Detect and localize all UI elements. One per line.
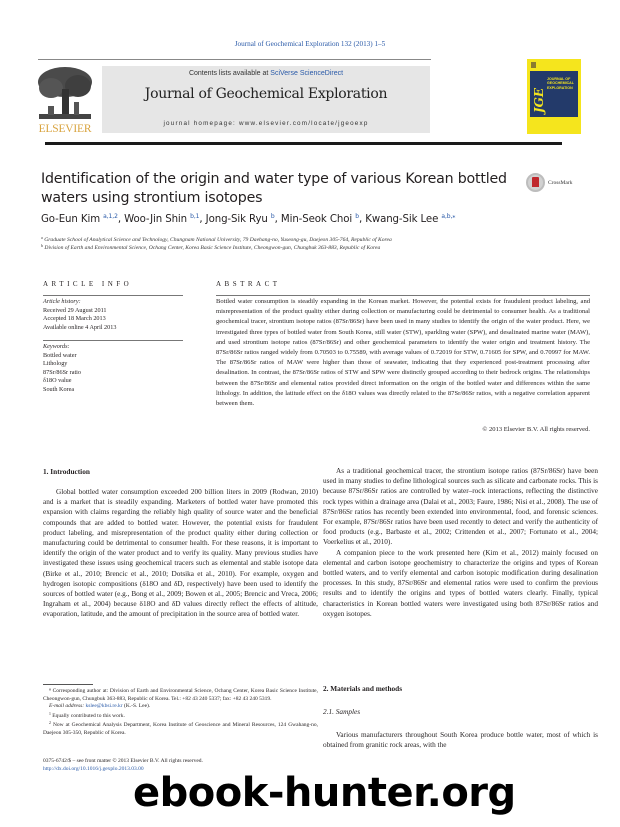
samples-paragraph: Various manufacturers throughout South Korea produce bottle water, most of which is obtained from granitic rock areas, with the xyxy=(323,731,598,750)
intro-paragraph-2: As a traditional geochemical tracer, the strontium isotope ratios (87Sr/86Sr) have been used in many studies to define lithological sources such as silicate and carbonate rocks. This is because 87Sr/86Sr ratios are controlled by water–rock interactions, reflecting the distinctive rock types within a drainage area (Dalai et al., 2003; Faure, 1986; Nisi et al., 2008). The use of 87Sr/86Sr ratios has recently been extended into environmental, food, and forensic sciences. For example, 87Sr/86Sr ratios have been used recently to detect and verify the authenticity of food products (e.g., Barbaste et al., 2002; Crittenden et al., 2007; Fortunato et al., 2004; Voerkelius et al., 2010). xyxy=(323,467,598,547)
journal-homepage xyxy=(102,120,430,127)
keyword: 87Sr/86Sr ratio xyxy=(43,368,81,376)
running-head[interactable]: Journal of Geochemical Exploration 132 (2013) 1–5 xyxy=(234,40,386,48)
section-1-heading: 1. Introduction xyxy=(43,467,90,476)
keyword: Lithology xyxy=(43,360,68,368)
homepage-prefix: journal homepage: xyxy=(163,120,239,127)
keyword: δ18O value xyxy=(43,377,72,385)
crossmark-icon xyxy=(526,173,545,192)
abstract-rule xyxy=(216,295,590,296)
section-2-1-heading: 2.1. Samples xyxy=(323,707,361,716)
footnote-1: $^1$ Equally contributed to this work. xyxy=(49,711,125,719)
keyword: South Korea xyxy=(43,385,75,393)
homepage-link[interactable]: www.elsevier.com/locate/jgeoexp xyxy=(238,120,369,127)
elsevier-wordmark: ELSEVIER xyxy=(38,123,92,135)
author-affil-marks[interactable]: b,1 xyxy=(190,213,200,220)
header-top-rule xyxy=(38,59,431,60)
author-affil-marks[interactable]: b xyxy=(355,213,359,220)
keywords: Keywords: Bottled water Lithology 87Sr/86Sr ratio δ18O value South Korea xyxy=(43,343,193,395)
section-2-heading: 2. Materials and methods xyxy=(323,684,403,693)
cover-publisher-icon xyxy=(531,62,536,68)
author-affil-marks[interactable]: b xyxy=(270,213,275,220)
corresponding-author-note: ⁎ Corresponding author at: Division of Earth and Environmental Science, Ochang Center, Korea Basic Science Institute, Cheongwon-gun, Chungbuk 363-883, Republic of Korea. Tel.: +82 43 240 5337; fax: +82 43 240 5319. xyxy=(43,687,319,702)
header-bottom-rule xyxy=(45,142,562,145)
author[interactable]: Min-Seok Choi xyxy=(280,214,353,225)
intro-paragraph-1: Global bottled water consumption exceeded 200 billion liters in 2009 (Rodwan, 2010) and is a market that is steadily expanding. Marketers of bottled water have promoted this expansion with claims regarding the reliably high quality of source water and the beneficial compounds that are added to bottled water. However, the potential exists for fraudulent product labeling, and misrepresentation of the product quality either during collection or manufacturing could be detrimental to consumer health. For these reasons, it is important to identify the origin of the water product and to verify its quality. Many previous studies have investigated these issues using geochemical tracers such as elemental and stable isotope data (Birke et al., 2010; Brencic et al., 2010; Dotsika et al., 2010). For example, oxygen and hydrogen isotopic compositions (δ18O and δD, respectively) have been used to identify the sources of bottled water (e.g., Bong et al., 2009; Bowen et al., 2005; Brencic and Vreca, 2006; Ingraham et al., 2004) because δ18O and δD values directly reflect the effects of altitude, evaporation, latitude, and the amount of precipitation in the source area of bottled water. xyxy=(43,488,318,619)
received-date: Received 29 August 2011 xyxy=(43,306,107,314)
email-link[interactable]: kslee@kbsi.re.kr xyxy=(85,703,123,710)
keywords-rule xyxy=(43,340,183,341)
article-title: Identification of the origin and water type of various Korean bottled waters using strontium isotopes xyxy=(41,171,507,206)
article-info-heading: ARTICLE INFO xyxy=(43,280,133,288)
crossmark-label: CrossMark xyxy=(548,179,573,186)
author[interactable]: Jong-Sik Ryu xyxy=(205,214,268,225)
author-affil-marks[interactable]: a,b,⁎ xyxy=(441,213,456,220)
keyword: Bottled water xyxy=(43,351,77,359)
journal-title: Journal of Geochemical Exploration xyxy=(144,86,388,102)
cover-panel xyxy=(530,71,578,117)
cover-title: JOURNAL OF GEOCHEMICAL EXPLORATION xyxy=(547,77,574,90)
online-date: Available online 4 April 2013 xyxy=(43,323,117,331)
footnote-2: $^2$ Now at Geochemical Analysis Department, Korea Institute of Geoscience and Mineral Resources, 124 Gwahang-no, Daejeon 305-350, Republic of Korea. xyxy=(43,721,318,736)
abstract-body: Bottled water consumption is steadily expanding in the Korean market. However, the potential exists for fraudulent product labeling, and misrepresentation of the product quality either during collection or manufacturing could be detrimental to consumer health. As a traditional geochemical tracer, strontium isotope ratios (87Sr/86Sr) have been used in many studies to identify the origin of the water product. Here, we investigated three types of bottled water from South Korea, still water (STW), sparkling water (SPW), and desalinated marine water (MAW), and used strontium isotope ratios (87Sr/86Sr) and other geochemical parameters to identify the water origin and treatment history. The 87Sr/86Sr ratios ranged widely from 0.70503 to 0.75589, with average values of 0.72019 for STW, 0.71605 for SPW, and 0.70997 for MAW. The 87Sr/86Sr ratios of MAW were higher than those of seawater, indicating that they experienced post-treatment processing after desalination. In contrast, the 87Sr/86Sr ratios of STW and SPW were distinctly grouped according to their bedrock origins. The relationships between the 87Sr/86Sr and elemental ratios provided direct information on the origin of the bottled water and differences within the same lithology. In addition, the latitude effect on the δ18O values was directly related to the 87Sr/86Sr ratios, with a negative correlation apparent between them. xyxy=(216,298,590,408)
author[interactable]: Go-Eun Kim xyxy=(41,214,101,225)
author-list: Go-Eun Kim $^{a,1,2}$, Woo-Jin Shin $^{b,1}$, Jong-Sik Ryu $^b$, Min-Seok Choi $^b$, Kwang-Sik Lee $^{a,b,⁎}$ xyxy=(41,213,456,225)
intro-paragraph-3: A companion piece to the work presented here (Kim et al., 2012) mainly focused on elemental and carbon isotope geochemistry to characterize the origins and types of Korean bottled waters, and to verify elemental and carbon isotopic modification during desalination processes. In this study, 87Sr/86Sr and elemental ratios were used to confirm the previous results and to identify the origins and types of bottled waters clearly. Finally, typical characteristics in Korean bottled waters were investigated using both 87Sr/86Sr ratios and oxygen isotopes. xyxy=(323,548,598,618)
issn-line: 0375-6742/$ – see front matter © 2013 Elsevier B.V. All rights reserved. xyxy=(43,758,203,764)
affiliation-b: $^b$ Division of Earth and Environmental Science, Ochang Center, Korea Basic Science Institute, Cheongwon-gun, Chungbuk 363-883, Republic of Korea xyxy=(41,243,381,251)
doi-link[interactable]: http://dx.doi.org/10.1016/j.gexplo.2013.03.00 xyxy=(43,765,144,772)
watermark: ebook-hunter.org xyxy=(133,770,516,816)
contents-prefix: Contents lists available at xyxy=(188,70,271,77)
article-info-rule xyxy=(43,295,183,296)
crossmark-button[interactable] xyxy=(526,173,572,192)
accepted-date: Accepted 18 March 2013 xyxy=(43,315,106,323)
email-note: E-mail address: kslee@kbsi.re.kr (K.-S. Lee). xyxy=(49,703,151,710)
cover-abbr: JGE xyxy=(532,87,546,113)
author-affil-marks[interactable]: a,1,2 xyxy=(103,213,118,220)
journal-cover-thumbnail[interactable] xyxy=(527,59,581,134)
abstract-heading: ABSTRACT xyxy=(216,280,281,288)
contents-availability xyxy=(102,70,430,77)
footnotes xyxy=(43,686,318,738)
footnote-rule xyxy=(43,684,93,685)
author[interactable]: Woo-Jin Shin xyxy=(124,214,188,225)
sciencedirect-link[interactable]: SciVerse ScienceDirect xyxy=(270,70,344,77)
abstract-copyright: © 2013 Elsevier B.V. All rights reserved. xyxy=(482,426,590,433)
article-history: Article history: Received 29 August 2011 Accepted 18 March 2013 Available online 4 April 2013 xyxy=(43,298,193,332)
intro-right-column xyxy=(323,466,598,619)
tree-icon xyxy=(36,64,94,122)
author[interactable]: Kwang-Sik Lee xyxy=(365,214,439,225)
affiliation-a: $^a$ Graduate School of Analytical Science and Technology, Chungnam National University, 79 Daehang-no, Yuseong-gu, Daejeon 305-764, Republic of Korea xyxy=(41,235,392,243)
